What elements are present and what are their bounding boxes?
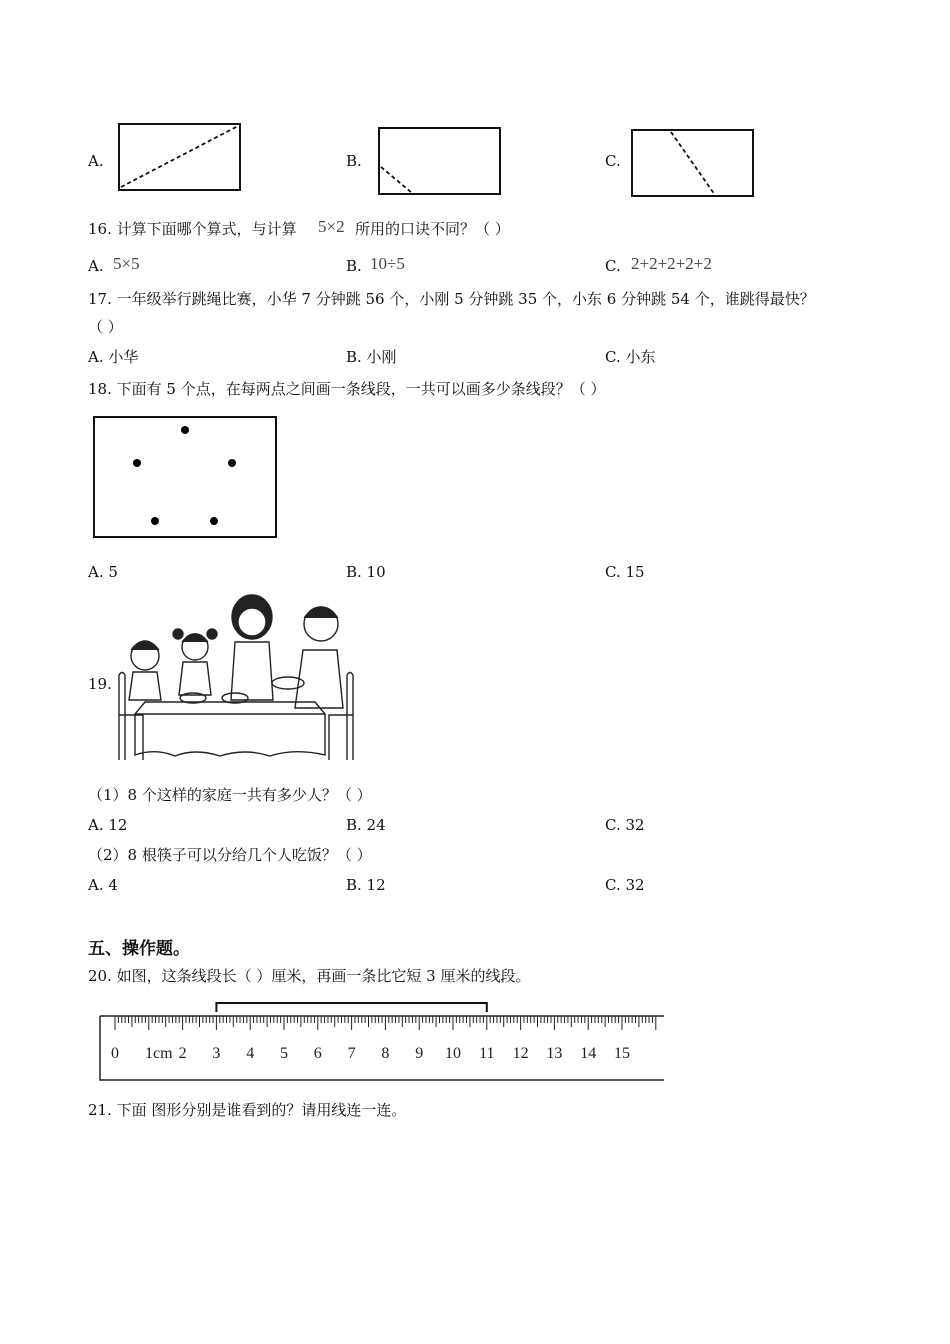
q16-stem-post: 所用的口诀不同？（ ）	[355, 220, 510, 238]
ruler-label: 8	[381, 1045, 390, 1062]
section-heading: 五、操作题。	[88, 939, 190, 959]
ruler-label: 3	[212, 1045, 221, 1062]
q17-option-a: A. 小华	[88, 348, 139, 366]
q15-option-b-label: B.	[346, 152, 362, 170]
dot	[181, 426, 189, 434]
ruler-label: 11	[479, 1045, 495, 1062]
dot	[151, 517, 159, 525]
q16-option-c-math: 2+2+2+2+2	[631, 254, 712, 273]
dot	[210, 517, 218, 525]
q16-option-b-label: B.	[346, 257, 362, 275]
q17-option-c: C. 小东	[605, 348, 656, 366]
q15-option-a-label: A.	[88, 152, 104, 170]
dot	[133, 459, 141, 467]
dot	[228, 459, 236, 467]
ruler-label: 7	[347, 1045, 356, 1062]
q21-stem: 21. 下面 图形分别是谁看到的？请用线连一连。	[88, 1101, 407, 1119]
ruler-label: 10	[445, 1045, 461, 1062]
q18-option-a: A. 5	[88, 563, 118, 581]
q19-sub2-option-c: C. 32	[605, 876, 645, 894]
ruler-label: 12	[512, 1045, 529, 1062]
ruler-label: 6	[313, 1045, 322, 1062]
ruler-label: 14	[580, 1045, 597, 1062]
q18-dots-figure	[93, 416, 279, 540]
q19-number: 19.	[88, 675, 112, 693]
ruler-label: 13	[546, 1045, 563, 1062]
q15-figure-c	[631, 129, 755, 198]
ruler-label: 2	[178, 1045, 187, 1062]
q18-option-c: C. 15	[605, 563, 645, 581]
ruler-label: 5	[280, 1045, 288, 1062]
ruler-label: 0	[111, 1045, 119, 1062]
q17-paren: （ ）	[88, 318, 123, 336]
q19-sub1-stem: （1）8 个这样的家庭一共有多少人？（ ）	[88, 786, 372, 804]
ruler-label: 4	[246, 1045, 255, 1062]
q15-figure-a	[118, 123, 242, 191]
family-dinner-illustration	[115, 590, 360, 770]
q16-option-a-math: 5×5	[113, 254, 140, 273]
q17-option-b: B. 小刚	[346, 348, 397, 366]
ruler-figure	[98, 1000, 666, 1084]
q17-stem: 17. 一年级举行跳绳比赛，小华 7 分钟跳 56 个，小刚 5 分钟跳 35 个，小东 6 分钟跳 54 个，谁跳得最快？	[88, 290, 815, 308]
q16-option-c-label: C.	[605, 257, 621, 275]
q20-stem: 20. 如图，这条线段长（ ）厘米，再画一条比它短 3 厘米的线段。	[88, 967, 531, 985]
q18-option-b: B. 10	[346, 563, 386, 581]
ruler-label: 15	[614, 1045, 630, 1062]
q16-option-a-label: A.	[88, 257, 104, 275]
q19-sub2-option-a: A. 4	[88, 876, 118, 894]
q16-stem-math: 5×2	[318, 217, 345, 236]
q19-sub2-stem: （2）8 根筷子可以分给几个人吃饭？（ ）	[88, 846, 372, 864]
q19-sub1-option-b: B. 24	[346, 816, 386, 834]
q19-sub2-option-b: B. 12	[346, 876, 386, 894]
q15-figure-b	[378, 127, 502, 196]
q16-option-b-math: 10÷5	[370, 254, 405, 273]
ruler-label: 9	[415, 1045, 424, 1062]
ruler-label: 1cm	[145, 1045, 173, 1062]
q18-stem: 18. 下面有 5 个点，在每两点之间画一条线段，一共可以画多少条线段？（ ）	[88, 380, 606, 398]
q16-stem-pre: 16. 计算下面哪个算式，与计算	[88, 220, 297, 238]
q19-sub1-option-a: A. 12	[88, 816, 128, 834]
q15-option-c-label: C.	[605, 152, 621, 170]
measured-segment	[216, 1003, 486, 1012]
q19-sub1-option-c: C. 32	[605, 816, 645, 834]
